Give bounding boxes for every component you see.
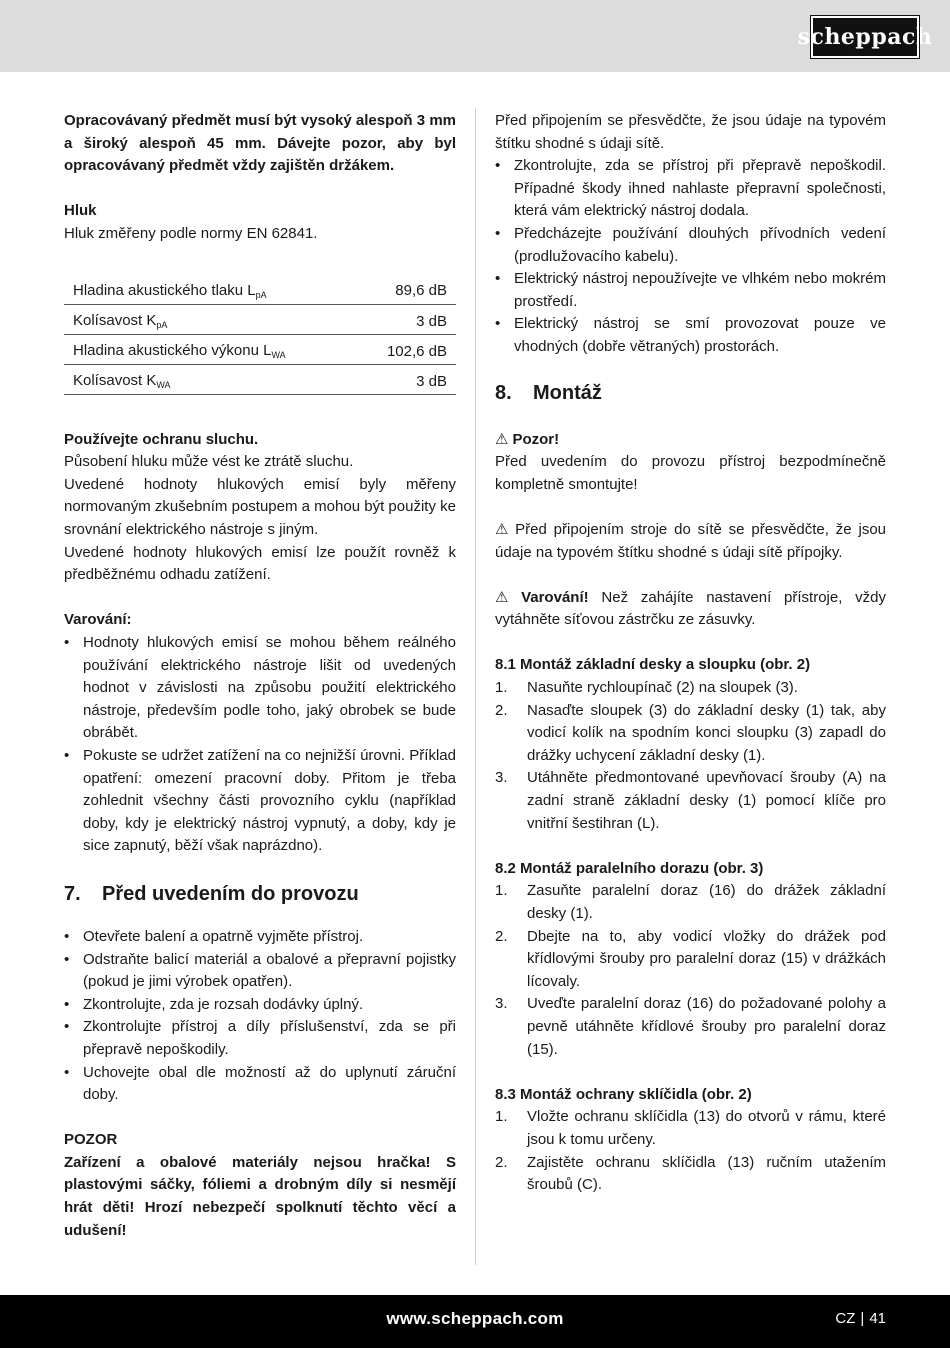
subsection-8-1-heading: 8.1 Montáž základní desky a sloupku (obr. 2) [495, 656, 811, 674]
pozor-text: Zařízení a obalové materiály nejsou hračka! S plastovými sáčky, fóliemi a drobným díly si nesmějí hrát děti! Hrozí nebezpečí spolknutí těchto věcí a udušení! [64, 1153, 456, 1239]
list-item: 1. Vložte ochranu sklíčidla (13) do otvorů v rámu, které jsou k tomu určeny. [495, 1108, 886, 1148]
list-item: 3. Utáhněte předmontované upevňovací šrouby (A) na zadní straně základní desky (1) pomocí klíče pro vnitřní šestihran (L). [495, 769, 886, 832]
table-row [64, 334, 456, 364]
list-item: • Zkontrolujte, zda je rozsah dodávky úplný. [64, 994, 456, 1017]
subsection-8-3-list [495, 1106, 886, 1196]
list-item: • Pokuste se udržet zatížení na co nejnižší úrovni. Příklad opatření: omezení pracovní doby. Přitom je třeba zohlednit všechny části provozního cyklu (například doby, kdy je elektrický nástroj vypnutý, a doby, kdy je sice zapnutý, běží však naprázdno). [64, 745, 456, 858]
list-item: 1. Zasuňte paralelní doraz (16) do drážek základní desky (1). [495, 882, 886, 922]
pozor-line: ⚠ Pozor! [495, 430, 560, 448]
noise-label: Kolísavost $K_{pA}$ [64, 304, 357, 334]
pozor-heading: POZOR [64, 1131, 118, 1149]
varovani-warning: ⚠ Varování! Než zahájíte nastavení přístroje, vždy vytáhněte síťovou zástrčku ze zásuvky. [495, 588, 887, 629]
pozor-assembly-text: Před uvedením do provozu přístroj bezpodmínečně kompletně smontujte! [495, 453, 886, 493]
list-item: • Předcházejte používání dlouhých přívodních vedení (prodlužovacího kabelu). [495, 223, 886, 268]
table-row [64, 364, 456, 394]
noise-value: 89,6 dB [357, 274, 456, 304]
subsection-8-3-heading: 8.3 Montáž ochrany sklíčidla (obr. 2) [495, 1085, 752, 1103]
header-bar [0, 0, 950, 72]
scheppach-logo: scheppach [811, 16, 919, 58]
intro-paragraph: Opracovávaný předmět musí být vysoký alespoň 3 mm a široký alespoň 45 mm. Dávejte pozor, aby byl opracovávaný předmět vždy zajištěn držákem. [64, 112, 456, 175]
page-indicator [835, 1310, 886, 1327]
list-item: • Elektrický nástroj nepoužívejte ve vlhkém nebo mokrém prostředí. [495, 268, 886, 313]
website-link[interactable]: www.scheppach.com [386, 1309, 564, 1328]
warning-triangle-icon: ⚠ [495, 520, 512, 538]
noise-table [64, 274, 456, 395]
connection-intro: Před připojením se přesvědčte, že jsou údaje na typovém štítku shodné s údaji sítě. [495, 112, 886, 152]
list-item: • Uchovejte obal dle možností až do uplynutí záruční doby. [64, 1062, 456, 1107]
connect-warning: ⚠ Před připojením stroje do sítě se přesvědčte, že jsou údaje na typovém štítku shodné s údaji sítě přípojky. [495, 520, 886, 561]
noise-value: 3 dB [357, 364, 456, 394]
noise-value: 102,6 dB [357, 334, 456, 364]
table-row [64, 274, 456, 304]
section-8-heading: 8. Montáž [495, 381, 602, 404]
section-7-heading: 7. Před uvedením do provozu [64, 882, 359, 905]
hearing-text-1: Působení hluku může vést ke ztrátě sluchu. [64, 453, 354, 471]
list-item: • Odstraňte balicí materiál a obalové a přepravní pojistky (pokud je jimi výrobek opatřen). [64, 949, 456, 994]
warning-triangle-icon: ⚠ [495, 430, 509, 448]
list-item: 2. Zajistěte ochranu sklíčidla (13) ručním utažením šroubů (C). [495, 1153, 886, 1194]
hearing-protection-heading: Používejte ochranu sluchu. [64, 430, 259, 448]
list-item: • Otevřete balení a opatrně vyjměte přístroj. [64, 926, 456, 949]
left-column [64, 110, 456, 1242]
list-item: 2. Nasaďte sloupek (3) do základní desky (1) tak, aby vodicí kolík na spodním konci sloupku (3) zapadl do drážky uchycení základní desky (1). [495, 701, 886, 764]
noise-standard-text: Hluk změřeny podle normy EN 62841. [64, 224, 318, 242]
noise-heading: Hluk [64, 202, 97, 220]
warning-triangle-icon: ⚠ [495, 588, 518, 606]
hearing-text-3: Uvedené hodnoty hlukových emisí lze použít rovněž k předběžnému odhadu zatížení. [64, 543, 456, 584]
list-item: 2. Dbejte na to, aby vodicí vložky do drážek pod křídlovými šrouby pro paralelní doraz (15) v drážkách lícovaly. [495, 927, 886, 990]
section-7-list [64, 926, 456, 1107]
noise-label: Hladina akustického výkonu $L_{WA}$ [64, 334, 357, 364]
warning-heading: Varování: [64, 611, 132, 629]
hearing-text-2: Uvedené hodnoty hlukových emisí byly měřeny normovaným zkušebním postupem a mohou být použity ke srovnání elektrického nástroje s jiným. [64, 475, 456, 539]
subsection-8-1-list [495, 677, 886, 835]
noise-value: 3 dB [357, 304, 456, 334]
language-code: CZ [835, 1310, 856, 1327]
list-item: • Zkontrolujte, zda se přístroj při přepravě nepoškodil. Případné škody ihned nahlaste přepravní společnosti, která vám elektrický nástroj dodala. [495, 155, 886, 223]
list-item: • Hodnoty hlukových emisí se mohou během reálného používání elektrického nástroje lišit od uvedených hodnot v závislosti na způsobu použití elektrického nástroje, především podle toho, jaký obrobek se bude obrábět. [64, 632, 456, 745]
noise-label: Hladina akustického tlaku $L_{pA}$ [64, 274, 357, 304]
subsection-8-2-heading: 8.2 Montáž paralelního dorazu (obr. 3) [495, 859, 764, 877]
noise-label: Kolísavost $K_{WA}$ [64, 364, 357, 394]
list-item: 1. Nasuňte rychloupínač (2) na sloupek (3). [495, 679, 798, 697]
table-row [64, 304, 456, 334]
column-divider [475, 108, 476, 1265]
page-separator: | [860, 1310, 865, 1327]
list-item: • Elektrický nástroj se smí provozovat pouze ve vhodných (dobře větraných) prostorách. [495, 313, 886, 358]
connection-list [495, 155, 886, 358]
list-item: • Zkontrolujte přístroj a díly příslušenství, zda se při přepravě nepoškodily. [64, 1016, 456, 1061]
list-item: 3. Uveďte paralelní doraz (16) do požadované polohy a pevně utáhněte křídlové šrouby pro paralelní doraz (15). [495, 995, 886, 1058]
right-column [495, 110, 886, 1197]
footer-bar [0, 1295, 950, 1348]
warning-list [64, 632, 456, 858]
subsection-8-2-list [495, 880, 886, 1061]
page-number: 41 [869, 1310, 886, 1327]
